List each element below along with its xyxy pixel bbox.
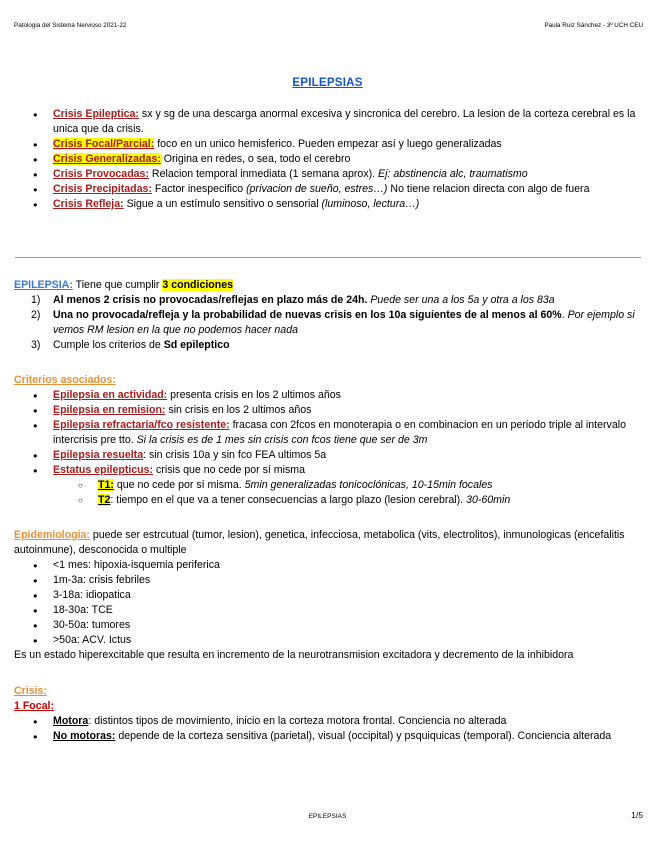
epilepsia-section: EPILEPSIA: Tiene que cumplir 3 condiciones 1) Al menos 2 crisis no provocadas/reflejas en plazo más de 24h. Puede ser una a los 5a y otra a los 83a 2) Una no provocada/refleja y la probabilidad de nuevas crisis en los 10a siguientes de al menos al 60%. Por ejemplo si vemos RM lesion en la que no podemos hacer nada 3) Cumple los criterios de Sd epileptico [14, 278, 642, 353]
list-item: ○ T1: que no cede por sí misma. 5min generalizadas tonicoclónicas, 10-15min focales [14, 478, 642, 493]
list-item: ● Crisis Provocadas: Relacion temporal inmediata (1 semana aprox). Ej: abstinencia alc, traumatismo [14, 167, 642, 182]
list-item: ● 30-50a: tumores [14, 618, 642, 633]
crisis-label: Crisis: [14, 685, 47, 697]
definition-term: Crisis Generalizadas: [53, 153, 161, 165]
list-item: ● Epilepsia en actividad: presenta crisis en los 2 ultimos años [14, 388, 642, 403]
focal-label: 1 Focal: [14, 700, 55, 712]
list-item: ● 1m-3a: crisis febriles [14, 573, 642, 588]
definition-term: Crisis Epileptica: [53, 108, 139, 120]
list-item: ● Motora: distintos tipos de movimiento, inicio en la corteza motora frontal. Conciencia no alterada [14, 714, 642, 729]
definition-term: Crisis Precipitadas: [53, 183, 152, 195]
list-item: ● Crisis Focal/Parcial: foco en un unico hemisferico. Pueden empezar así y luego generalizadas [14, 137, 642, 152]
list-item: 1) Al menos 2 crisis no provocadas/reflejas en plazo más de 24h. Puede ser una a los 5a y otra a los 83a [31, 294, 555, 306]
list-item: ● <1 mes: hipoxia-isquemia periferica [14, 558, 642, 573]
header-left: Patologia del Sistema Nervioso 2021-22 [14, 22, 127, 29]
list-item: 3) Cumple los criterios de Sd epileptico [31, 339, 230, 351]
definition-term: Crisis Refleja: [53, 198, 124, 210]
epilepsia-label: EPILEPSIA: [14, 279, 73, 291]
list-item: ● Epilepsia refractaria/fco resistente: fracasa con 2fcos en monoterapia o en combinacion en un periodo triple al intervalo intercrisis pre tto. Si la crisis es de 1 mes sin crisis con fcos tiene que ser de 3m [14, 418, 642, 448]
page-number: 1/5 [631, 810, 643, 820]
footer-title: EPILEPSIAS [308, 813, 347, 820]
epidemiologia-label: Epidemiologia: [14, 529, 90, 541]
list-item: ● Epilepsia resuelta: sin crisis 10a y sin fco FEA ultimos 5a [14, 448, 642, 463]
list-item: ● Crisis Precipitadas: Factor inespecifico (privacion de sueño, estres…) No tiene relacion directa con algo de fuera [14, 182, 642, 197]
epidemiologia-summary: Es un estado hiperexcitable que resulta en incremento de la neurotransmision excitadora y decremento de la inhibidora [14, 649, 574, 661]
list-item: ● Crisis Refleja: Sigue a un estímulo sensitivo o sensorial (luminoso, lectura…) [14, 197, 642, 212]
definitions-section [14, 107, 642, 212]
list-item: ● >50a: ACV. Ictus [14, 633, 642, 648]
header-right: Paula Ruiz Sánchez - 3º UCH CEU [544, 22, 643, 29]
list-item: ● Epilepsia en remision: sin crisis en los 2 ultimos años [14, 403, 642, 418]
list-item: ● Estatus epilepticus: crisis que no cede por sí misma [14, 463, 642, 478]
highlight-conditions: 3 condiciones [162, 279, 234, 291]
list-item: ● 18-30a: TCE [14, 603, 642, 618]
page-title: EPILEPSIAS [292, 76, 363, 89]
criterios-label: Criterios asociados: [14, 374, 116, 386]
epidemiologia-section: Epidemiologia: puede ser estrcutual (tumor, lesion), genetica, infecciosa, metabolica (vits, electrolitos), inmunologicas (encefalitis autoinmune), desconocida o multiple ● <1 mes: hipoxia-isquemia periferica ● 1m-3a: crisis febriles ● 3-18a: idiopatica ● 18-30a: TCE ● 30-50a: tumores ● >50a: ACV. Ictus Es un estado hiperexcitable que resulta en incremento de la neurotransmision excitadora y decremento de la inhibidora [14, 528, 642, 663]
horizontal-divider [15, 257, 641, 258]
list-item: ● Crisis Generalizadas: Origina en redes, o sea, todo el cerebro [14, 152, 642, 167]
crisis-section [14, 684, 642, 744]
list-item: ● 3-18a: idiopatica [14, 588, 642, 603]
criterios-section [14, 373, 642, 508]
list-item: ● No motoras: depende de la corteza sensitiva (parietal), visual (occipital) y psquiquicas (temporal). Conciencia alterada [14, 729, 642, 744]
definition-term: Crisis Focal/Parcial: [53, 138, 155, 150]
list-item: ● Crisis Epileptica: sx y sg de una descarga anormal excesiva y sincronica del cerebro. La lesion de la corteza cerebral es la unica que da crisis. [14, 107, 642, 137]
list-item: 2) Una no provocada/refleja y la probabilidad de nuevas crisis en los 10a siguientes de al menos al 60%. Por ejemplo si vemos RM lesion en la que no podemos hacer nada [31, 309, 635, 336]
list-item: ○ T2: tiempo en el que va a tener consecuencias a largo plazo (lesion cerebral). 30-60min [14, 493, 642, 508]
definition-term: Crisis Provocadas: [53, 168, 149, 180]
